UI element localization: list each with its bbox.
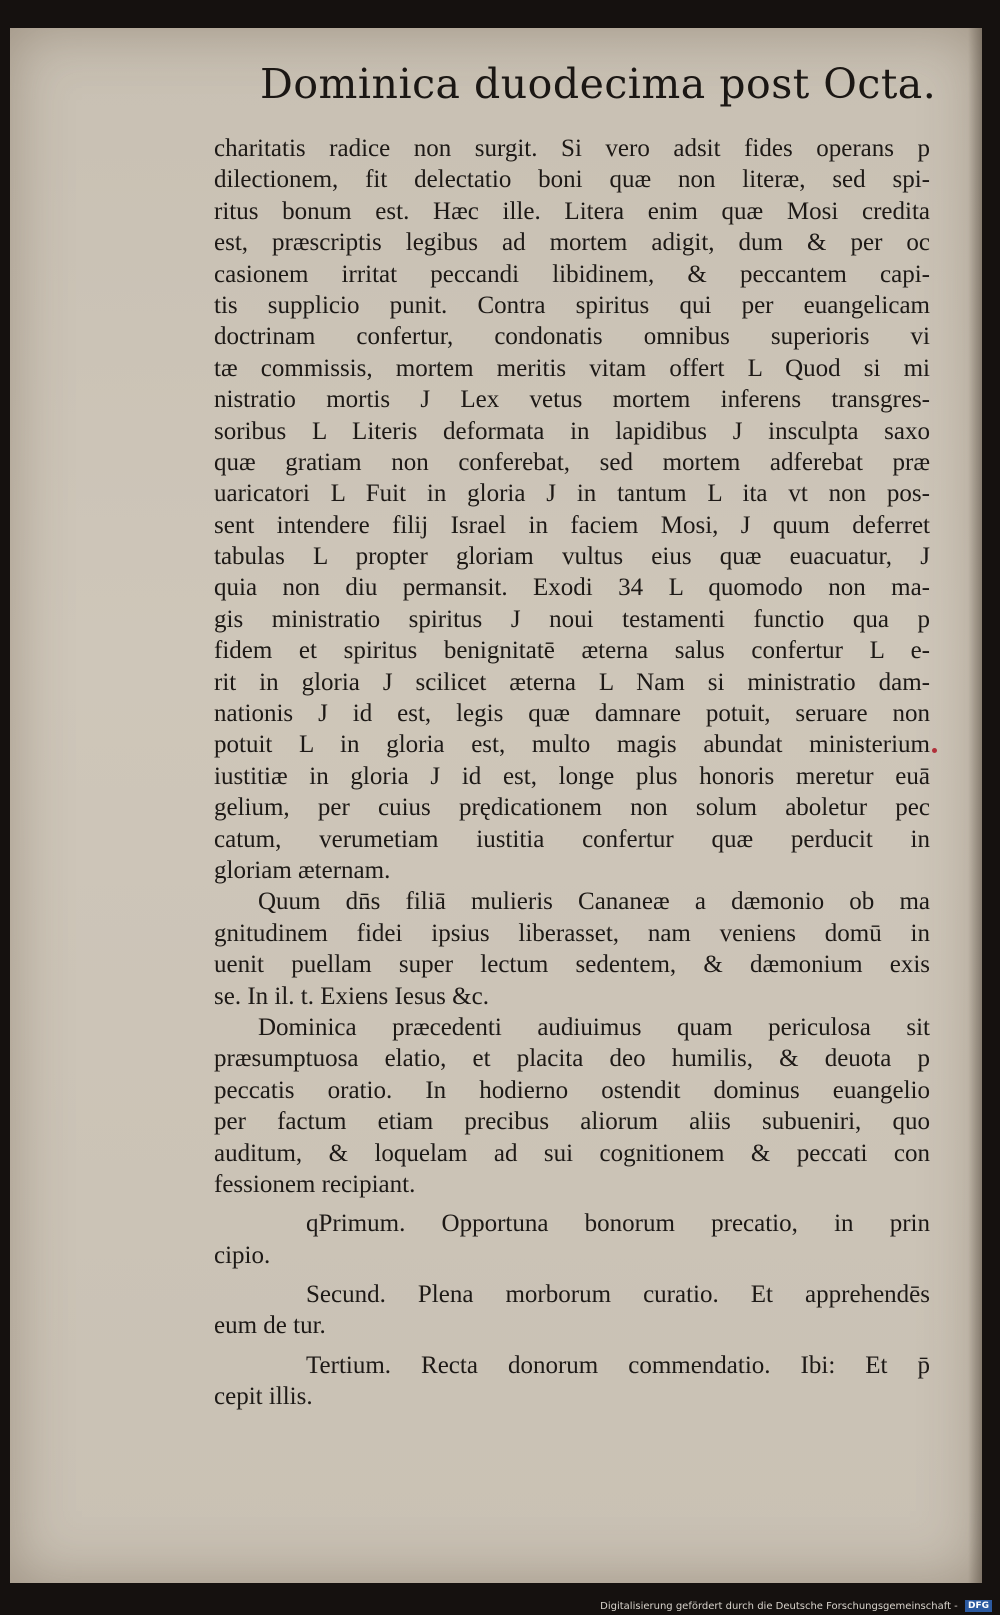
text-line: nistratio mortis J Lex vetus mortem inferens transgres-: [214, 386, 930, 414]
gospel-line: uenit puellam super lectum sedentem, & dæmonium exis: [214, 951, 930, 979]
text-line: fidem et spiritus benignitatē æterna salus confertur L e-: [214, 637, 930, 665]
gospel-line: se. In il. t. Exiens Iesus &c.: [214, 982, 489, 1010]
main-text: [214, 133, 930, 1413]
text-line: tabulas L propter gloriam vultus eius quæ euacuatur, J: [214, 543, 930, 571]
sermon-line: præsumptuosa elatio, et placita deo humilis, & deuota p: [214, 1045, 930, 1073]
text-line: quæ gratiam non conferebat, sed mortem adferebat præ: [214, 448, 930, 476]
dfg-logo-icon: DFG: [965, 1600, 992, 1612]
point-first: qPrimum. Opportuna bonorum precatio, in prin: [306, 1210, 930, 1238]
digitization-footer: [600, 1600, 992, 1612]
text-line: tis supplicio punit. Contra spiritus qui per euangelicam: [214, 291, 930, 319]
ink-spot: [932, 748, 937, 753]
running-head: Dominica duodecima post Octa.: [260, 60, 937, 108]
point-second-cont: eum de tur.: [214, 1312, 326, 1340]
sermon-line: fessionem recipiant.: [214, 1170, 416, 1198]
point-first-cont: cipio.: [214, 1241, 271, 1269]
text-line: catum, verumetiam iustitia confertur quæ perducit in: [214, 825, 930, 853]
text-line: rit in gloria J scilicet æterna L Nam si ministratio dam-: [214, 668, 930, 696]
text-line: casionem irritat peccandi libidinem, & peccantem capi-: [214, 260, 930, 288]
page-edge-shadow: [968, 28, 982, 1583]
text-line: uaricatori L Fuit in gloria J in tantum L ita vt non pos-: [214, 480, 930, 508]
sermon-line: per factum etiam precibus aliorum aliis subueniri, quo: [214, 1108, 930, 1136]
text-line: potuit L in gloria est, multo magis abundat ministerium: [214, 731, 930, 759]
text-line: iustitiæ in gloria J id est, longe plus honoris meretur euā: [214, 762, 930, 790]
sermon-line: auditum, & loquelam ad sui cognitionem & peccati con: [214, 1139, 930, 1167]
text-line: tæ commissis, mortem meritis vitam offert L Quod si mi: [214, 354, 930, 382]
point-third: Tertium. Recta donorum commendatio. Ibi: Et p̄: [306, 1351, 930, 1379]
sermon-line: Dominica præcedenti audiuimus quam periculosa sit: [258, 1013, 930, 1041]
text-line: doctrinam confertur, condonatis omnibus superioris vi: [214, 323, 930, 351]
footer-text: Digitalisierung gefördert durch die Deutsche Forschungsgemeinschaft -: [600, 1601, 958, 1612]
gospel-line: gnitudinem fidei ipsius liberasset, nam veniens domū in: [214, 919, 930, 947]
text-line: soribus L Literis deformata in lapidibus J insculpta saxo: [214, 417, 930, 445]
text-line: ritus bonum est. Hæc ille. Litera enim quæ Mosi credita: [214, 197, 930, 225]
gospel-line: Quum dn̄s filiā mulieris Cananeæ a dæmonio ob ma: [258, 888, 930, 916]
text-line: gloriam æternam.: [214, 856, 391, 884]
text-line: est, præscriptis legibus ad mortem adigit, dum & per oc: [214, 229, 930, 257]
text-line: quia non diu permansit. Exodi 34 L quomodo non ma-: [214, 574, 930, 602]
text-line: gelium, per cuius prędicationem non solum aboletur pec: [214, 794, 930, 822]
text-line: dilectionem, fit delectatio boni quæ non literæ, sed spi-: [214, 166, 930, 194]
text-line: nationis J id est, legis quæ damnare potuit, seruare non: [214, 700, 930, 728]
point-third-cont: cepit illis.: [214, 1383, 313, 1411]
text-line: sent intendere filij Israel in faciem Mosi, J quum deferret: [214, 511, 930, 539]
text-line: charitatis radice non surgit. Si vero adsit fides operans p: [214, 135, 930, 162]
text-line: gis ministratio spiritus J noui testamenti functio qua p: [214, 605, 930, 633]
point-second: Secund. Plena morborum curatio. Et apprehendēs: [306, 1281, 930, 1309]
sermon-line: peccatis oratio. In hodierno ostendit dominus euangelio: [214, 1076, 930, 1104]
